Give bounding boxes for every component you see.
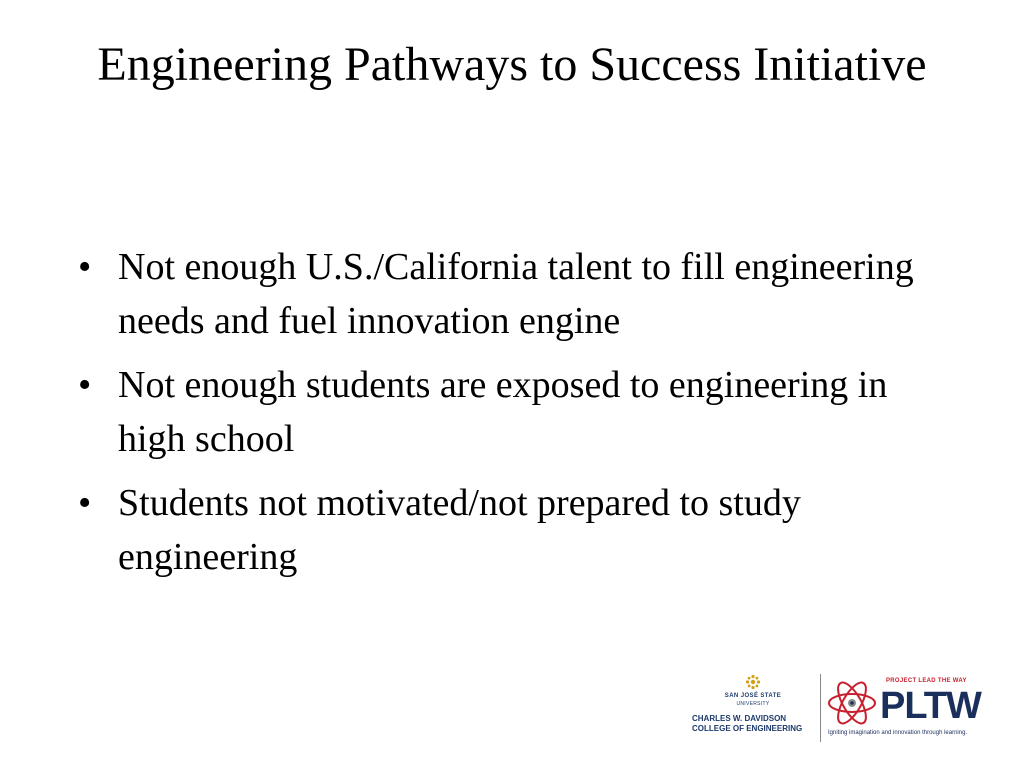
bullet-item [78,358,938,466]
bullet-text: Not enough U.S./California talent to fill engineering needs and fuel innovation engine [118,246,914,342]
bullet-marker: • [78,246,92,288]
bullet-item [78,240,938,348]
bullet-marker: • [78,482,92,524]
sjsu-seal-icon [745,674,761,690]
bullet-item [78,476,938,584]
bullet-marker: • [78,364,92,406]
slide-title: Engineering Pathways to Success Initiative [97,38,927,91]
sjsu-logo [690,674,816,734]
pltw-project-label: PROJECT LEAD THE WAY [886,678,967,684]
sjsu-name: SAN JOSÉ STATE [724,693,782,699]
bullet-list [78,240,938,594]
pltw-tagline: Igniting imagination and innovation through learning. [828,730,968,736]
pltw-wordmark: PLTW [880,685,981,727]
footer-logos [690,672,1000,744]
logo-divider [820,674,821,742]
college-name-line1: CHARLES W. DAVIDSON [692,714,787,723]
college-name-line2: COLLEGE OF ENGINEERING [692,724,803,733]
bullet-text: Students not motivated/not prepared to study engineering [118,482,801,578]
sjsu-university: UNIVERSITY [736,701,770,707]
bullet-text: Not enough students are exposed to engineering in high school [118,364,888,460]
atom-icon [826,678,878,728]
